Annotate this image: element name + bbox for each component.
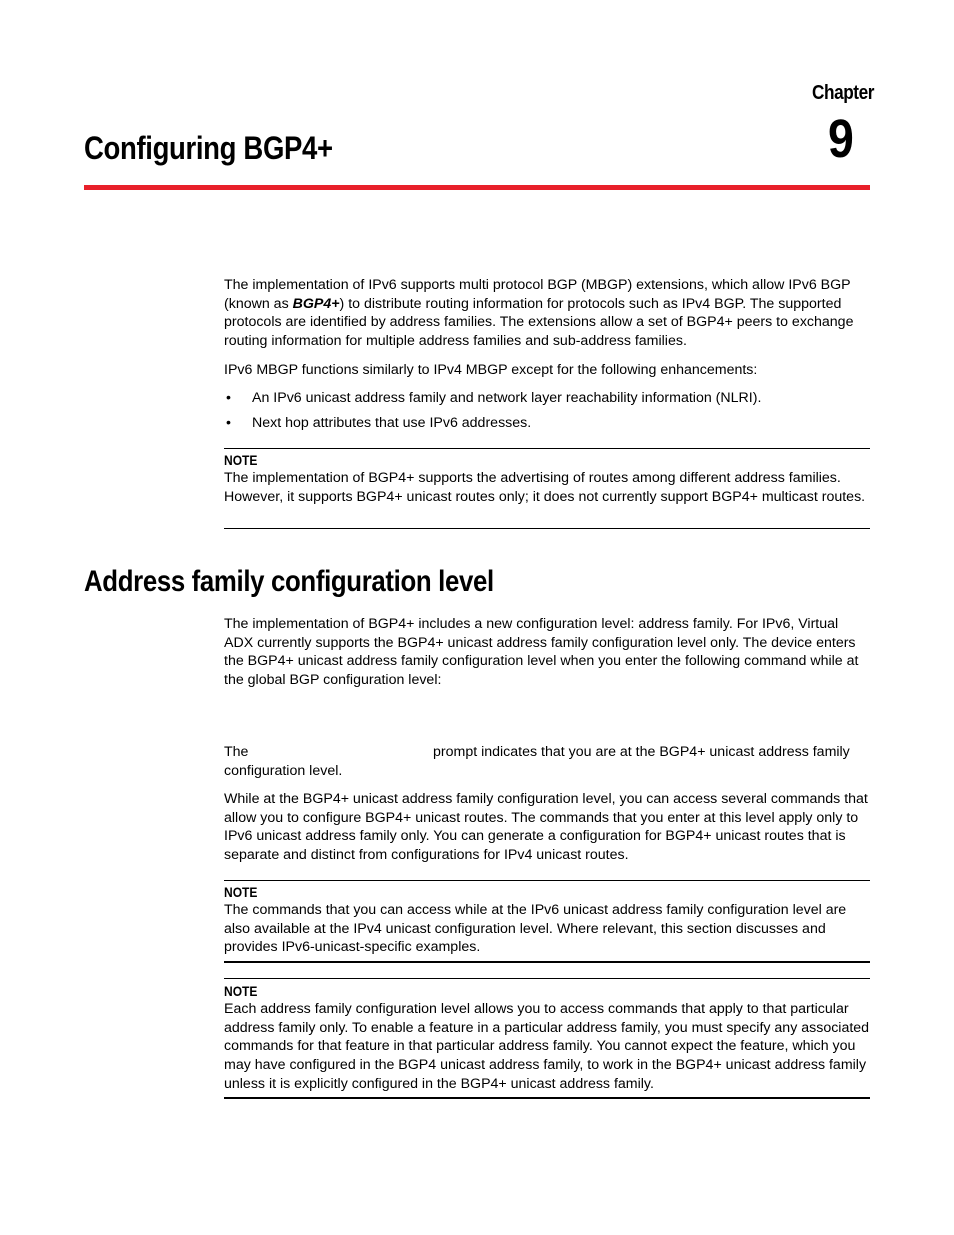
section-title: Address family configuration level bbox=[84, 565, 494, 598]
note-top-rule bbox=[224, 978, 870, 979]
section-paragraph-1: The implementation of BGP4+ includes a new configuration level: address family. For IPv6, Virtual ADX currently supports the BGP4+ unicast address family configuration level only. The device enters the BGP4+ unicast address family configuration level when you enter the following command while at the global BGP configuration level: bbox=[224, 616, 859, 689]
intro-text-2: ) to distribute routing information for protocols such as IPv4 BGP. The supported protocols are identified by address families. The extensions allow a set of BGP4+ peers to exchange routing information for multiple address families and sub-address families. bbox=[224, 295, 854, 350]
note-label: NOTE bbox=[224, 983, 258, 999]
prompt-sentence-start: The bbox=[224, 744, 249, 760]
chapter-number: 9 bbox=[828, 109, 854, 169]
list-item-text: Next hop attributes that use IPv6 addresses. bbox=[252, 415, 532, 431]
note-text: The commands that you can access while at the IPv6 unicast address family configuration level are also available at the IPv4 unicast configuration level. Where relevant, this section discusses and provides IPv6-unicast-specific examples. bbox=[224, 902, 847, 956]
prompt-sentence-line2: configuration level. bbox=[224, 763, 343, 779]
prompt-sentence-end: prompt indicates that you are at the BGP4+ unicast address family bbox=[433, 744, 850, 760]
bullet-icon: • bbox=[226, 390, 231, 406]
note-text: Each address family configuration level allows you to access commands that apply to that particular address family only. To enable a feature in a particular address family, you must specify any associated commands for that feature in that particular address family. You cannot expect the feature, which you may have configured in the BGP4 unicast address family, to work in the BGP4+ unicast address family unless it is explicitly configured in the BGP4+ unicast address family. bbox=[224, 1001, 870, 1092]
section-paragraph-3: While at the BGP4+ unicast address family configuration level, you can access several commands that allow you to configure BGP4+ unicast routes. The commands that you enter at this level apply only to IPv6 unicast address family only. You can generate a configuration for BGP4+ unicast routes that is separate and distinct from configurations for IPv4 unicast routes. bbox=[224, 791, 868, 864]
intro-paragraph bbox=[224, 276, 870, 351]
page-title: Configuring BGP4+ bbox=[84, 130, 333, 166]
note-bottom-rule bbox=[224, 528, 870, 529]
intro-paragraph-2: IPv6 MBGP functions similarly to IPv4 MBGP except for the following enhancements: bbox=[224, 362, 758, 378]
note-label: NOTE bbox=[224, 884, 258, 900]
note-text: The implementation of BGP4+ supports the advertising of routes among different address families. However, it supports BGP4+ unicast routes only; it does not currently support BGP4+ multicast routes. bbox=[224, 470, 866, 505]
chapter-label: Chapter bbox=[812, 82, 874, 104]
list-item-text: An IPv6 unicast address family and network layer reachability information (NLRI). bbox=[252, 390, 762, 406]
note-top-rule bbox=[224, 448, 870, 449]
note-bottom-rule bbox=[224, 961, 870, 963]
title-rule bbox=[84, 185, 870, 190]
note-bottom-rule bbox=[224, 1097, 870, 1099]
bullet-icon: • bbox=[226, 415, 231, 431]
note-label: NOTE bbox=[224, 452, 258, 468]
note-top-rule bbox=[224, 880, 870, 881]
intro-text-1: The implementation of IPv6 supports multi protocol BGP (MBGP) extensions, which allow IPv6 BGP (known as bbox=[224, 277, 851, 312]
intro-emphasis: BGP4+ bbox=[292, 295, 340, 312]
